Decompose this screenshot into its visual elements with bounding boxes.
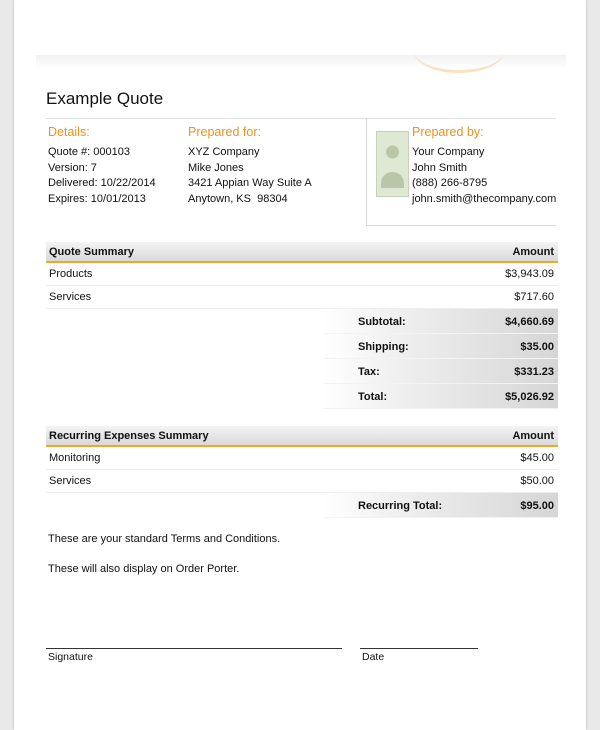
client-company: XYZ Company	[188, 146, 260, 158]
row-amount: $45.00	[520, 452, 554, 464]
recurring-total-row	[46, 493, 558, 518]
recurring-summary-amount-header: Amount	[512, 430, 554, 442]
table-row	[46, 470, 558, 493]
client-contact: Mike Jones	[188, 161, 244, 174]
row-label: Monitoring	[49, 452, 101, 464]
terms-line-1: These are your standard Terms and Conditions.	[48, 533, 281, 545]
quote-summary-table	[46, 242, 558, 409]
table-row	[46, 263, 558, 286]
shipping-row	[46, 334, 558, 359]
prepared-by-section	[412, 125, 556, 207]
quote-summary-amount-header: Amount	[512, 246, 554, 258]
row-amount: $717.60	[514, 291, 554, 303]
details-heading: Details:	[48, 125, 90, 139]
table-row	[46, 447, 558, 470]
row-label: Services	[49, 475, 92, 487]
subtotal-amount: $4,660.69	[505, 316, 554, 328]
client-address-line1: 3421 Appian Way Suite A	[188, 177, 312, 189]
vendor-email[interactable]: john.smith@thecompany.com	[412, 192, 557, 205]
row-label: Products	[49, 268, 93, 280]
total-label: Total:	[358, 391, 388, 403]
person-silhouette-icon	[377, 132, 408, 196]
quote-summary-header	[46, 242, 558, 263]
recurring-total-label: Recurring Total:	[358, 500, 443, 512]
shipping-label: Shipping:	[358, 341, 409, 353]
details-vertical-divider	[366, 118, 367, 226]
row-amount: $50.00	[520, 475, 554, 487]
page-title: Example Quote	[46, 89, 164, 108]
details-top-divider	[46, 118, 556, 119]
subtotal-label: Subtotal:	[358, 316, 406, 328]
expires-date: Expires: 10/01/2013	[48, 192, 146, 205]
details-bottom-divider	[366, 225, 556, 226]
details-section	[48, 125, 156, 207]
prepared-for-section	[188, 125, 312, 207]
vendor-phone: (888) 266-8795	[412, 177, 488, 189]
quote-version: Version: 7	[48, 161, 97, 174]
row-label: Services	[49, 291, 92, 303]
quote-number: Quote #: 000103	[48, 146, 130, 158]
signature-line[interactable]	[46, 648, 342, 649]
quote-summary-title: Quote Summary	[49, 246, 134, 258]
quote-page	[14, 0, 586, 730]
shipping-amount: $35.00	[520, 341, 554, 353]
delivered-date: Delivered: 10/22/2014	[48, 177, 156, 189]
row-amount: $3,943.09	[505, 268, 554, 280]
vendor-company: Your Company	[412, 146, 485, 158]
subtotal-row	[46, 309, 558, 334]
tax-amount: $331.23	[514, 366, 554, 378]
client-address-line2: Anytown, KS 98304	[188, 192, 288, 205]
prepared-for-heading: Prepared for:	[188, 125, 261, 139]
recurring-expenses-table	[46, 426, 558, 518]
signature-label: Signature	[48, 651, 93, 663]
date-line[interactable]	[360, 648, 478, 649]
prepared-by-heading: Prepared by:	[412, 125, 484, 139]
recurring-summary-header	[46, 426, 558, 447]
tax-row	[46, 359, 558, 384]
tax-label: Tax:	[358, 366, 380, 378]
recurring-total-amount: $95.00	[520, 500, 554, 512]
total-row	[46, 384, 558, 409]
decorative-swoosh	[414, 30, 504, 73]
table-row	[46, 286, 558, 309]
terms-line-2: These will also display on Order Porter.	[48, 563, 240, 575]
vendor-contact: John Smith	[412, 161, 468, 174]
recurring-summary-title: Recurring Expenses Summary	[49, 430, 209, 442]
total-amount: $5,026.92	[505, 391, 554, 403]
date-label: Date	[362, 651, 385, 663]
avatar	[376, 131, 409, 197]
